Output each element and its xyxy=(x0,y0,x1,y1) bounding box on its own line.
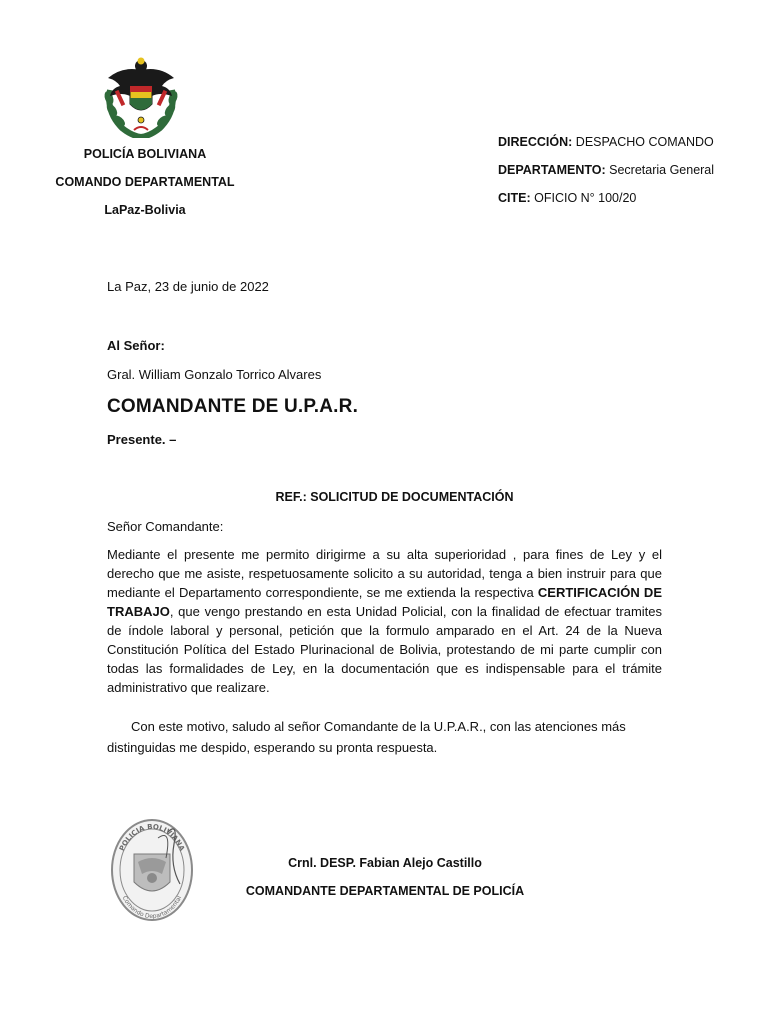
cite-value: OFICIO N° 100/20 xyxy=(534,191,637,205)
cite-label: CITE: xyxy=(498,191,531,205)
direccion-label: DIRECCIÓN: xyxy=(498,135,573,149)
header-command: COMANDO DEPARTAMENTAL xyxy=(55,175,235,189)
official-seal-stamp xyxy=(108,814,198,926)
header-direccion xyxy=(498,135,714,149)
recipient-name: Gral. William Gonzalo Torrico Alvares xyxy=(107,367,322,382)
header-cite xyxy=(498,191,636,205)
recipient-label: Al Señor: xyxy=(107,338,165,353)
letter-closing: Con este motivo, saludo al señor Comandante de la U.P.A.R., con las atenciones más distinguidas me despido, esperando su pronta respuesta. xyxy=(107,719,626,755)
direccion-value: DESPACHO COMANDO xyxy=(575,135,714,149)
seal-text-top: POLICIA BOLIVIANA xyxy=(117,822,187,853)
recipient-title: COMANDANTE DE U.P.A.R. xyxy=(107,396,359,417)
signatory-name: Crnl. DESP. Fabian Alejo Castillo xyxy=(288,856,482,870)
recipient-presente: Presente. – xyxy=(107,432,177,447)
body-part-1: Mediante el presente me permito dirigirme a su alta superioridad , para fines de Ley y el derecho que me asiste, respetuosamente solicito a su autoridad, tenga a bien instruir para que mediante el Departamento correspondiente, se me extienda la respectiva xyxy=(107,547,662,600)
police-crest-logo xyxy=(100,50,182,138)
header-location: LaPaz-Bolivia xyxy=(104,203,186,217)
letter-reference: REF.: SOLICITUD DE DOCUMENTACIÓN xyxy=(275,490,514,504)
body-part-2: , que vengo prestando en esta Unidad Policial, con la finalidad de efectuar tramites de índole laboral y personal, petición que la formulo amparado en el Art. 24 de la Nueva Constitución Política del Estado Plurinacional de Bolivia, protestando de mi parte cumplir con todas las formalidades de Ley, en la documentación que es indispensable para el trámite administrativo que realizare. xyxy=(107,604,662,695)
letter-greeting: Señor Comandante: xyxy=(107,519,224,534)
departamento-value: Secretaria General xyxy=(609,163,715,177)
seal-text-bottom: Comando Departamental xyxy=(120,894,184,921)
header-departamento xyxy=(498,163,714,177)
letter-body xyxy=(107,545,662,697)
signatory-title: COMANDANTE DEPARTAMENTAL DE POLICÍA xyxy=(245,884,525,898)
seal-icon xyxy=(108,814,198,926)
header-institution: POLICÍA BOLIVIANA xyxy=(83,147,207,161)
letter-date: La Paz, 23 de junio de 2022 xyxy=(107,279,269,294)
crest-emblem-icon xyxy=(100,50,182,138)
departamento-label: DEPARTAMENTO: xyxy=(498,163,606,177)
body-bold-certificacion: CERTIFICACIÓN DE TRABAJO xyxy=(107,585,662,619)
